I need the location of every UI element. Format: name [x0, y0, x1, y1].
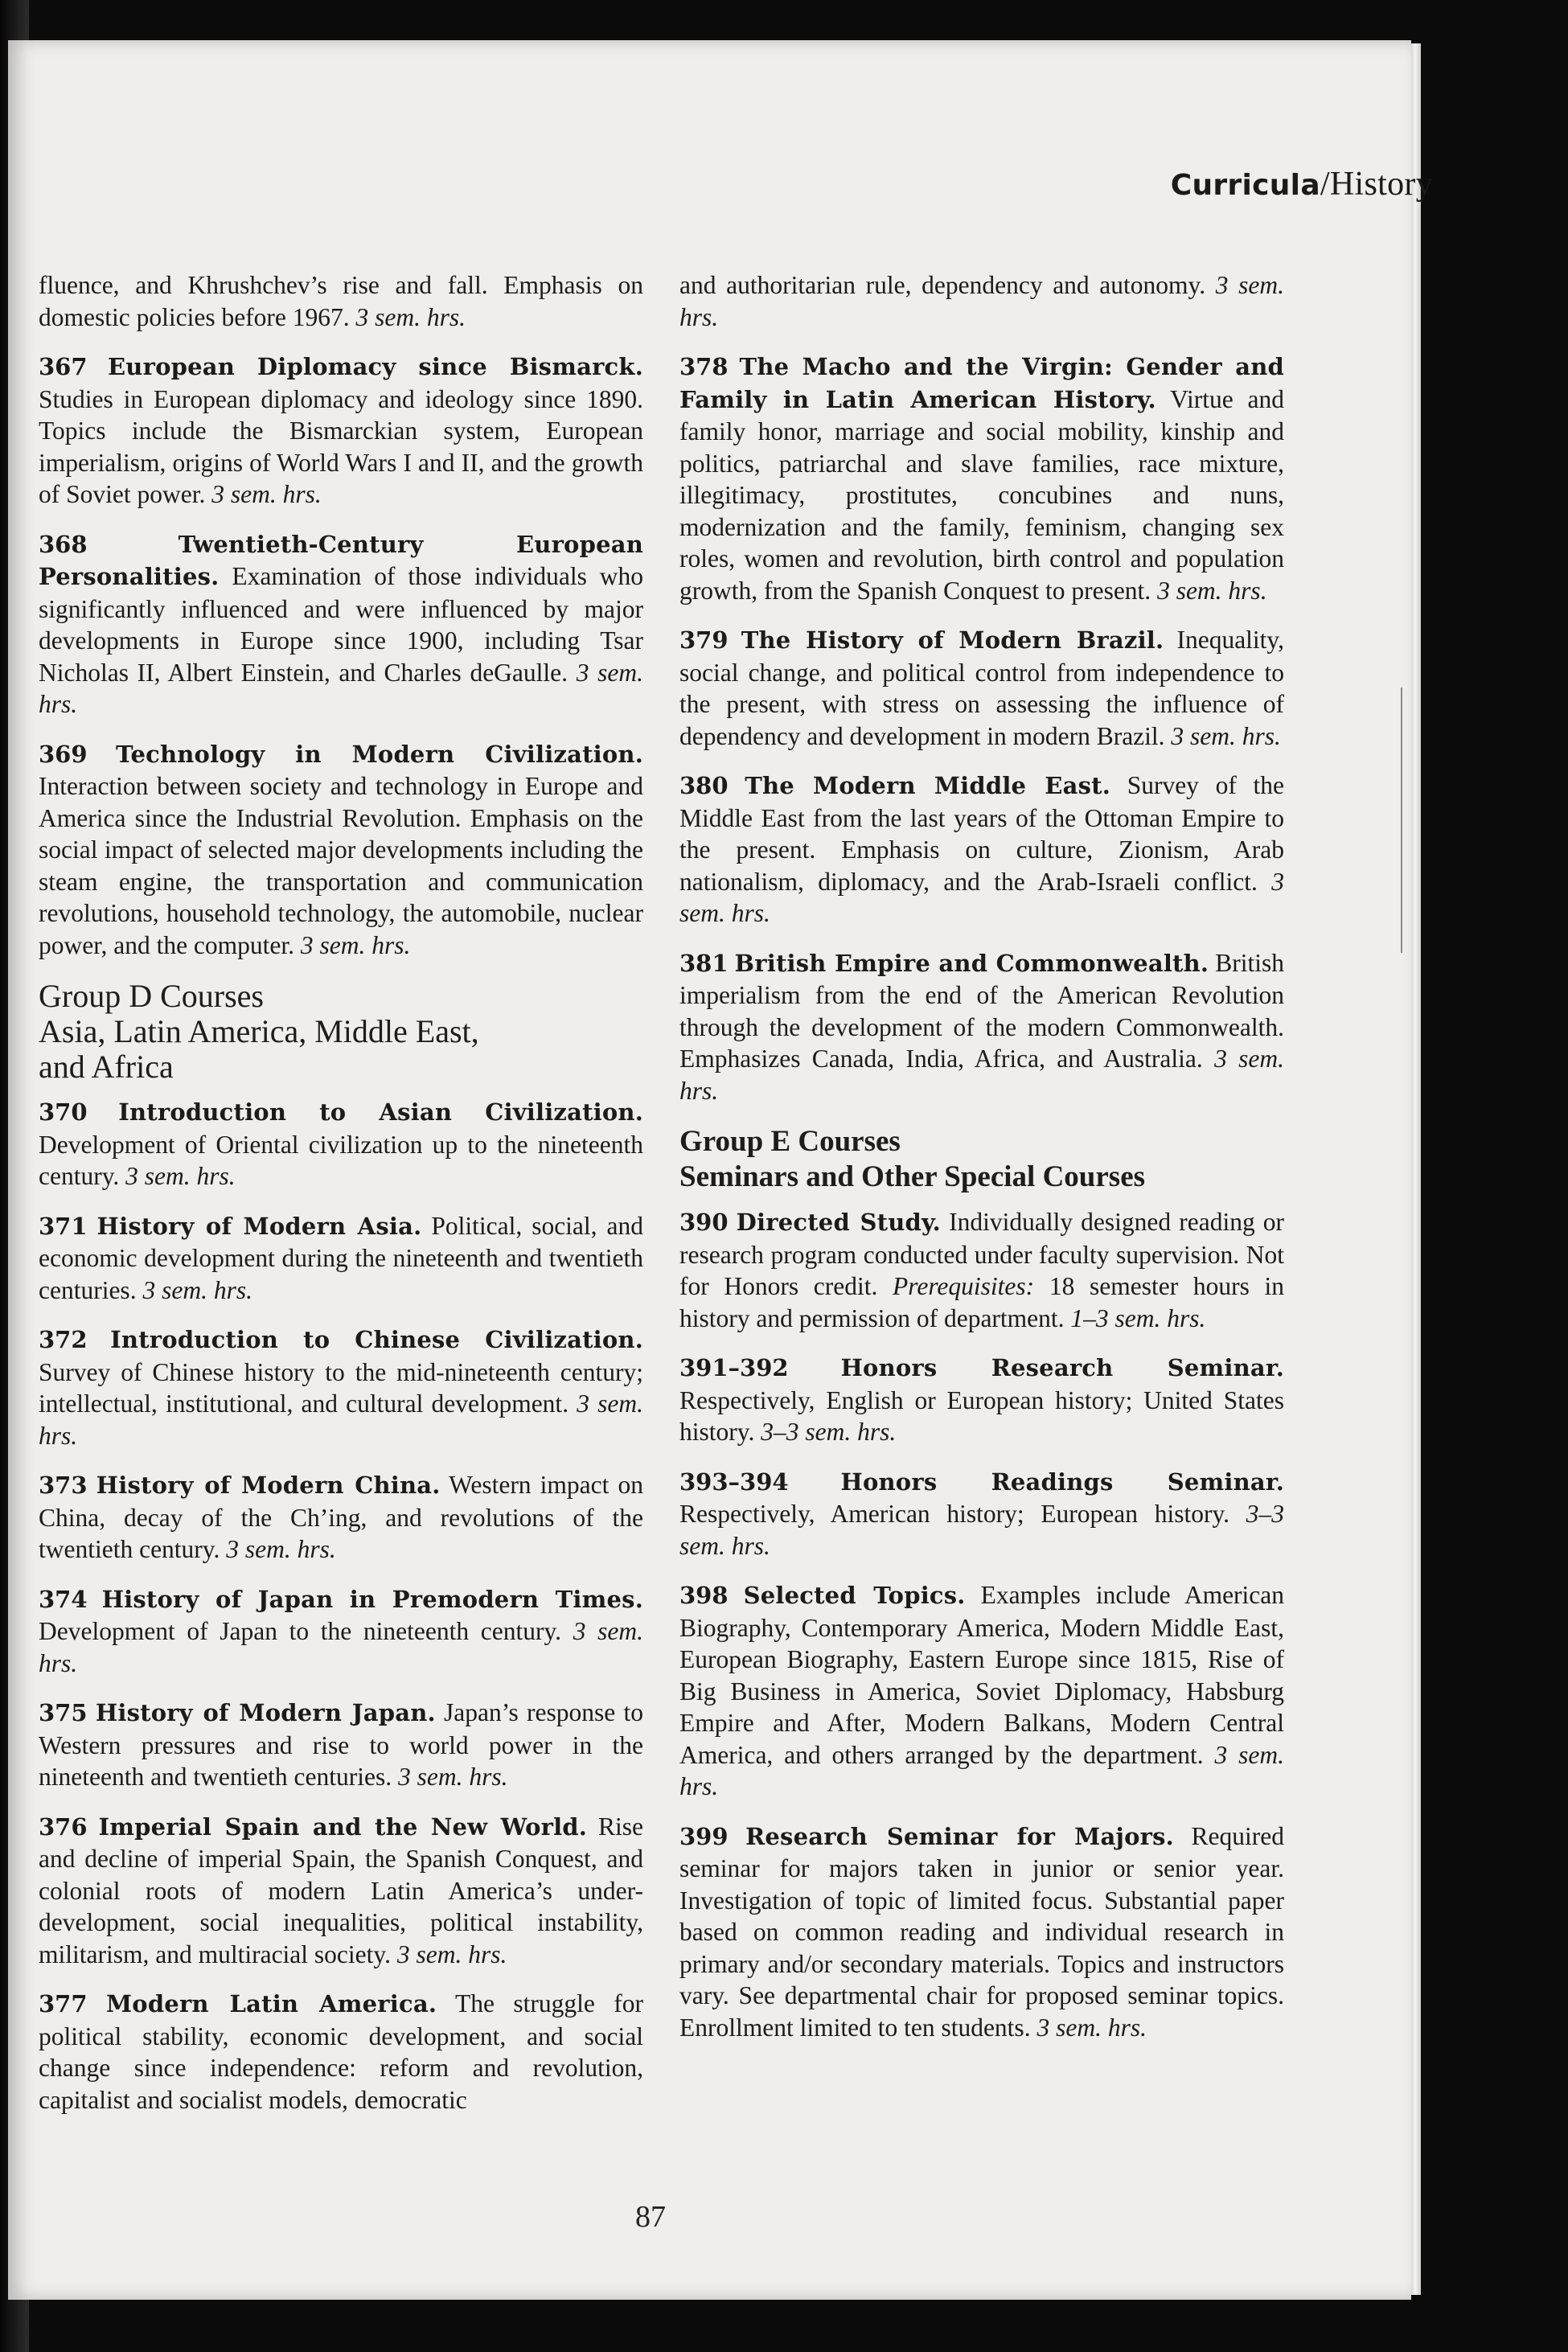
group-heading — [39, 979, 643, 1085]
course-number: 375 — [39, 1699, 88, 1726]
course-title: Twentieth-Century European Personalities. — [39, 530, 643, 590]
credit-hours: 3 sem. hrs. — [679, 271, 1285, 331]
course-entry — [39, 1469, 643, 1566]
credit-hours: 3 sem. hrs. — [1157, 576, 1267, 605]
credit-hours: 3 sem. hrs. — [679, 1045, 1285, 1105]
course-entry — [679, 624, 1284, 752]
course-entry — [679, 947, 1284, 1107]
course-description: fluence, and Khrushchev’s rise and fall. Emphasis on domestic policies before 1967. — [39, 271, 643, 331]
course-number: 372 — [39, 1326, 88, 1353]
course-number: 379 — [679, 626, 729, 654]
course-number: 378 — [679, 353, 729, 380]
course-description-extra: 18 semester hours in history and permission of department. — [679, 1272, 1284, 1332]
course-number: 390 — [679, 1209, 729, 1236]
group-heading-line: Seminars and Other Special Courses — [679, 1160, 1146, 1193]
course-description: British imperialism from the end of the American Revolution through the development of the modern Commonwealth. Emphasizes Canada, India, Africa, and Australia. — [679, 948, 1284, 1073]
credit-hours: 3–3 sem. hrs. — [761, 1418, 897, 1446]
course-title: European Diplomacy since Bismarck. — [108, 353, 644, 380]
course-entry — [39, 1988, 643, 2116]
running-head-section: Curricula — [1170, 169, 1320, 202]
credit-hours: 3 sem. hrs. — [1036, 2013, 1147, 2042]
course-description: Studies in European diplomacy and ideology since 1890. Topics include the Bismarckian system, European imperialism, origins of World Wars I and II, and the growth of Soviet power. — [39, 384, 643, 508]
course-title: The Modern Middle East. — [745, 772, 1111, 799]
prerequisites-label: Prerequisites: — [893, 1272, 1035, 1300]
left-column — [39, 269, 643, 2133]
course-description: Survey of the Middle East from the last years of the Ottoman Empire to the present. Emphasis on culture, Zionism, Arab nationalism, diplomacy, and the Arab-Israeli conflict. — [679, 771, 1284, 896]
course-number: 371 — [39, 1212, 88, 1240]
credit-hours: 3 sem. hrs. — [679, 867, 1285, 927]
course-entry — [679, 1820, 1284, 2044]
course-title: History of Modern Japan. — [95, 1699, 436, 1726]
credit-hours: 3 sem. hrs. — [355, 302, 466, 331]
page-edge — [1411, 43, 1421, 2295]
course-title: Selected Topics. — [743, 1582, 966, 1609]
course-title: Modern Latin America. — [105, 1990, 437, 2017]
credit-hours: 1–3 sem. hrs. — [1070, 1303, 1206, 1332]
course-title: British Empire and Commonwealth. — [734, 949, 1209, 977]
course-description: Examples include American Biography, Contemporary America, Modern Middle East, European Biography, Eastern Europe since 1815, Rise of Big Business in America, Soviet Diplomacy, Habsburg Empire and After, Modern Balkans, Modern Central America, and others arranged by the department. — [679, 1581, 1285, 1769]
credit-hours: 3 sem. hrs. — [39, 1389, 644, 1450]
credit-hours: 3 sem. hrs. — [125, 1162, 236, 1190]
group-heading-line: Group E Courses — [679, 1125, 901, 1158]
course-title: Technology in Modern Civilization. — [116, 740, 643, 768]
course-title: Introduction to Asian Civilization. — [118, 1098, 643, 1126]
running-head-subject: /History — [1320, 166, 1433, 203]
course-entry — [679, 770, 1284, 930]
course-number: 370 — [39, 1098, 88, 1126]
credit-hours: 3 sem. hrs. — [300, 930, 411, 959]
course-entry — [679, 1206, 1284, 1334]
course-entry — [39, 1096, 643, 1192]
continued-description — [39, 269, 643, 333]
course-entry — [39, 1210, 643, 1307]
course-description: Western impact on China, decay of the Ch’ing, and revolutions of the twentieth century. — [39, 1471, 644, 1563]
course-title: The Macho and the Virgin: Gender and Family in Latin American History. — [679, 353, 1284, 413]
course-description: Development of Oriental civilization up to the nineteenth century. — [39, 1130, 643, 1190]
course-title: Introduction to Chinese Civilization. — [110, 1326, 643, 1353]
course-entry — [39, 528, 643, 720]
course-entry — [39, 1583, 643, 1680]
continued-description — [679, 269, 1284, 333]
course-entry — [39, 351, 643, 511]
right-column — [679, 269, 1284, 2061]
course-description: Individually designed reading or research program conducted under faculty supervision. Not for Honors credit. — [679, 1208, 1285, 1300]
course-entry — [39, 738, 643, 962]
credit-hours: 3 sem. hrs. — [39, 658, 643, 718]
credit-hours: 3 sem. hrs. — [211, 480, 322, 508]
course-entry — [679, 1352, 1284, 1448]
course-number: 381 — [679, 949, 729, 977]
course-entry — [39, 1697, 643, 1793]
course-number: 391–392 — [679, 1354, 789, 1381]
credit-hours: 3 sem. hrs. — [397, 1763, 508, 1791]
course-description: Political, social, and economic development during the nineteenth and twentieth centuries. — [39, 1211, 643, 1304]
group-heading-line: and Africa — [39, 1049, 174, 1085]
course-number: 393–394 — [679, 1467, 789, 1496]
course-description: Virtue and family honor, marriage and social mobility, kinship and politics, patriarchal and slave families, race mixture, illegitimacy, prostitutes, concubines and nuns, modernization and the family, feminism, changing sex roles, women and revolution, birth control and population growth, from the Spanish Conquest to present. — [679, 384, 1285, 605]
course-title: History of Modern Asia. — [96, 1212, 422, 1240]
credit-hours: 3 sem. hrs. — [1171, 721, 1281, 750]
group-heading-line: Group D Courses — [39, 978, 264, 1014]
course-number: 367 — [39, 353, 88, 380]
course-title: Honors Research Seminar. — [840, 1354, 1284, 1381]
course-number: 368 — [39, 530, 88, 558]
course-description: Rise and decline of imperial Spain, the Spanish Conquest, and colonial roots of modern Latin America’s under-development, social inequalities, political instability, militarism, and multiracial society. — [39, 1812, 644, 1968]
course-entry — [39, 1324, 643, 1451]
course-description: Interaction between society and technology in Europe and America since the Industrial Revolution. Emphasis on the social impact of selected major developments including the steam engine, the transportation and communication revolutions, household technology, the automobile, nuclear power, and the computer. — [39, 772, 643, 959]
course-number: 399 — [679, 1822, 729, 1850]
course-description: Survey of Chinese history to the mid-nineteenth century; intellectual, institutional, and cultural development. — [39, 1357, 643, 1418]
course-description: Examination of those individuals who significantly influenced and were influenced by major developments in Europe since 1900, including Tsar Nicholas II, Albert Einstein, and Charles deGaulle. — [39, 562, 644, 687]
margin-mark — [1401, 688, 1402, 953]
course-number: 369 — [39, 740, 88, 768]
credit-hours: 3–3 sem. hrs. — [679, 1500, 1284, 1560]
credit-hours: 3 sem. hrs. — [142, 1275, 252, 1304]
course-entry — [679, 1466, 1284, 1562]
credit-hours: 3 sem. hrs. — [39, 1617, 643, 1677]
course-description: Respectively, American history; European history. — [679, 1500, 1230, 1528]
course-description: The struggle for political stability, economic development, and social change since independence: reform and revolution, capitalist and socialist models, democratic — [39, 1989, 644, 2114]
course-description: Inequality, social change, and political control from independence to the present, with stress on assessing the influence of dependency and development in modern Brazil. — [679, 626, 1285, 750]
course-title: The History of Modern Brazil. — [741, 626, 1164, 654]
course-title: Directed Study. — [736, 1209, 941, 1236]
course-number: 398 — [679, 1582, 729, 1609]
group-heading-line: Asia, Latin America, Middle East, — [39, 1013, 479, 1049]
running-head — [1171, 165, 1433, 203]
course-description: Japan’s response to Western pressures and rise to world power in the nineteenth and twentieth centuries. — [39, 1698, 644, 1791]
group-heading — [679, 1124, 1284, 1195]
course-number: 374 — [39, 1585, 88, 1613]
course-description: Respectively, English or European history; United States history. — [679, 1385, 1284, 1446]
course-title: Honors Readings Seminar. — [840, 1467, 1284, 1496]
course-title: Imperial Spain and the New World. — [98, 1812, 588, 1841]
course-title: History of Modern China. — [96, 1472, 441, 1499]
course-entry — [679, 1579, 1284, 1803]
course-number: 376 — [39, 1812, 88, 1841]
page-number: 87 — [635, 2200, 666, 2234]
course-title: History of Japan in Premodern Times. — [101, 1585, 644, 1613]
course-title: Research Seminar for Majors. — [745, 1822, 1174, 1850]
course-description: Development of Japan to the nineteenth century. — [39, 1617, 562, 1645]
course-entry — [679, 351, 1284, 606]
course-number: 373 — [39, 1472, 88, 1499]
credit-hours: 3 sem. hrs. — [679, 1740, 1284, 1800]
course-number: 380 — [679, 772, 729, 799]
course-description: and authoritarian rule, dependency and autonomy. — [679, 271, 1206, 299]
course-number: 377 — [39, 1990, 88, 2017]
credit-hours: 3 sem. hrs. — [226, 1535, 336, 1563]
course-description: Required seminar for majors taken in junior or senior year. Investigation of topic of limited focus. Substantial paper based on common reading and individual research in primary and/or secondary materials. Topics and instructors vary. See departmental chair for proposed seminar topics. Enrollment limited to ten students. — [679, 1821, 1284, 2042]
course-entry — [39, 1811, 643, 1971]
credit-hours: 3 sem. hrs. — [396, 1939, 507, 1968]
